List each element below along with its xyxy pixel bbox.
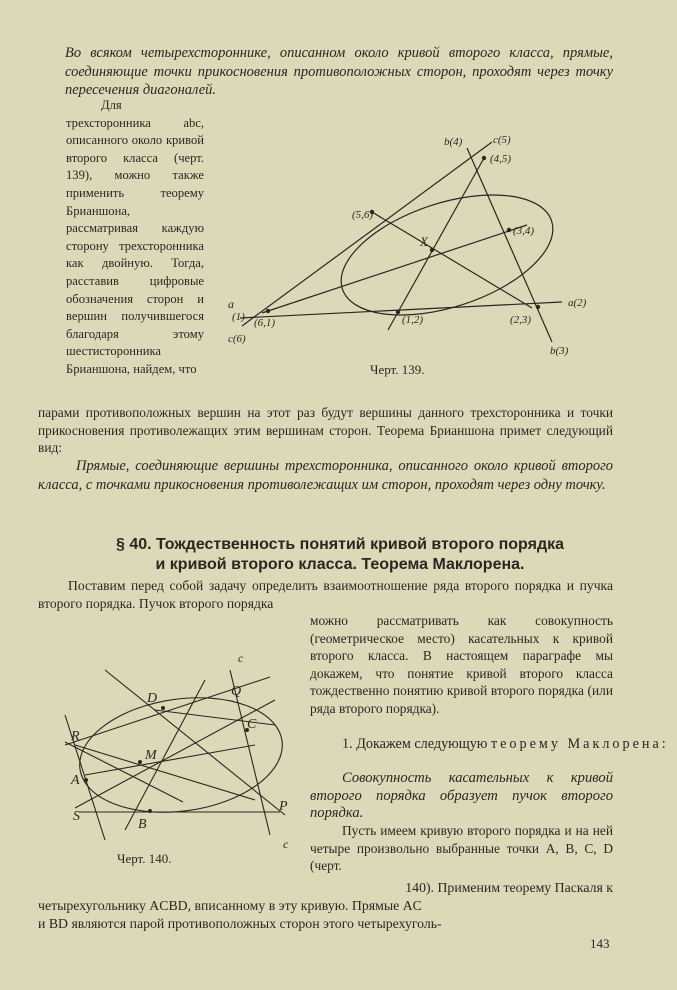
page-number: 143 <box>590 936 610 951</box>
para-task-cont: можно рассматривать как совокупность (геометрическое место) касательных к кривой второго класса. В настоящем параграфе мы докажем, что понятие кривой второго класса тождественно понятию кривой второго порядка (или ряда второго порядка). <box>310 613 613 716</box>
fig140-label: c <box>238 651 244 665</box>
fig139-label: c(5) <box>493 134 511 146</box>
theorem-maclaurin: Совокупность касательных к кривой второго порядка образует пучок второго порядка. <box>310 770 613 822</box>
fig140-label: B <box>138 817 147 832</box>
fig139-label: (5,6) <box>352 209 374 221</box>
point-23 <box>536 305 540 309</box>
point-12 <box>396 310 400 314</box>
para-trilateral-cont: парами противоположных вершин на этот раз будут вершины данного трехсторонника и точки прикосновения противолежащих этим вершинам сторон. Теорема Брианшона примет следующий вид: <box>38 405 613 456</box>
fig139-label: (1) <box>232 311 245 323</box>
point-x <box>430 248 434 252</box>
fig139-label: (6,1) <box>254 317 276 329</box>
fig139-label: a(2) <box>568 297 587 309</box>
figure-139 <box>222 130 602 362</box>
chord-line <box>105 670 285 815</box>
point-b <box>148 809 152 813</box>
para-proof-c: четырехугольнику ACBD, вписанному в эту кривую. Прямые AC <box>38 898 422 913</box>
fig140-label: Q <box>231 684 242 699</box>
fig140-label: R <box>71 729 80 744</box>
item-1-spaced: теорему Маклорена: <box>490 736 669 752</box>
fig140-label: C <box>247 717 257 732</box>
figure-140-caption: Черт. 140. <box>117 851 172 866</box>
fig139-label: (4,5) <box>490 153 512 165</box>
para-trilateral: Для трехсторонника abc, описанного около кривой второго класса (черт. 139), можно также применить теорему Брианшона, рассматривая каждую сторону трехсторонника как двойную. Тогда, расставив цифровые обозначения сторон и вершин получившегося благодаря этому шестисторонника Брианшона, найдем, что <box>66 98 204 376</box>
cevian-3-line <box>372 212 535 308</box>
fig140-label: P <box>279 799 288 814</box>
fig139-label: (1,2) <box>402 314 424 326</box>
fig139-label: a <box>228 297 234 311</box>
fig139-label: b(4) <box>444 136 463 148</box>
theorem-brianchon-statement: Во всяком четырехстороннике, описанном около кривой второго класса, прямые, соединяющие точки прикосновения противоположных сторон, проходят через точку пересечения диагоналей. <box>65 45 613 98</box>
section-heading-line-2: и кривой второго класса. Теорема Маклорена. <box>155 556 525 573</box>
point-m <box>138 760 142 764</box>
conic-ellipse <box>326 172 567 339</box>
point-d <box>161 706 165 710</box>
section-heading-line-1: § 40. Тождественность понятий кривой второго порядка <box>115 536 565 553</box>
point-a <box>84 778 88 782</box>
fig139-label: (3,4) <box>513 225 535 237</box>
side-b-line <box>467 148 552 342</box>
fig140-label: c <box>283 837 289 850</box>
fig140-label: M <box>145 748 157 763</box>
item-1-prefix: 1. Докажем следующую <box>342 736 488 752</box>
fig139-label: X <box>420 234 428 249</box>
theorem-trilateral-statement: Прямые, соединяющие вершины трехсторонника, описанного около кривой второго класса, с точками прикосновения противолежащих им сторон, проходят через одну точку. <box>38 458 613 493</box>
point-34 <box>507 228 511 232</box>
chord-line <box>155 710 275 725</box>
side-c-line <box>242 142 492 326</box>
fig139-label: c(6) <box>228 333 246 345</box>
figure-140 <box>55 640 305 850</box>
chord-line <box>125 680 205 830</box>
fig139-label: b(3) <box>550 345 569 357</box>
para-proof-b: 140). Применим теорему Паскаля к <box>405 880 613 895</box>
fig139-label: (2,3) <box>510 314 532 326</box>
cevian-2-line <box>262 225 527 313</box>
para-proof-a: Пусть имеем кривую второго порядка и на ней четыре произвольно выбранные точки A, B, C, D (черт. <box>310 823 613 874</box>
point-45 <box>482 156 486 160</box>
fig140-label: A <box>71 773 80 788</box>
item-1-line <box>342 736 669 753</box>
figure-139-caption: Черт. 139. <box>370 362 425 377</box>
para-proof-d: и BD являются парой противоположных сторон этого четырехуголь- <box>38 916 442 931</box>
fig140-label: S <box>73 809 80 824</box>
fig140-label: D <box>147 691 158 706</box>
para-task: Поставим перед собой задачу определить взаимоотношение ряда второго порядка и пучка второго порядка. Пучок второго порядка <box>38 578 613 611</box>
point-61 <box>266 309 270 313</box>
